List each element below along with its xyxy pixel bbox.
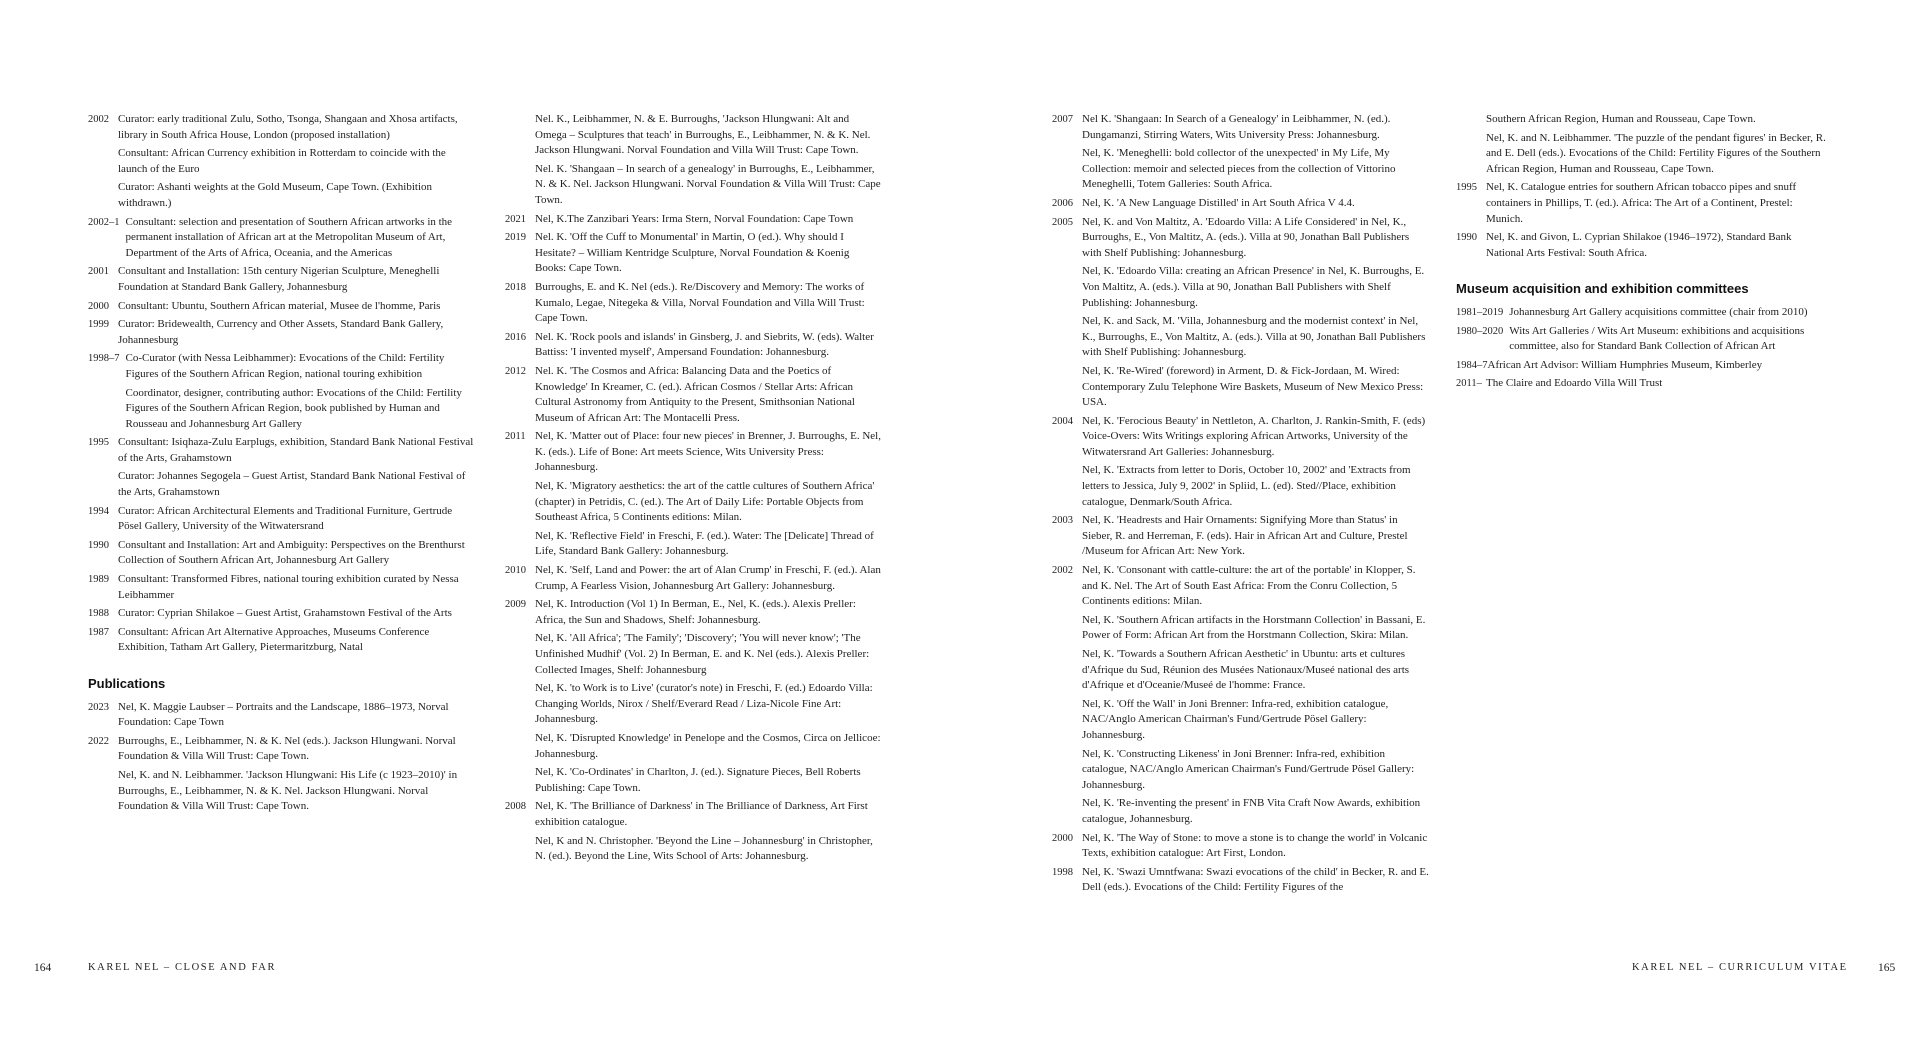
continuation-text: Nel, K. and N. Leibhammer. 'The puzzle of the pendant figures' in Becker, R. and E. Dell (eds.). Evocations of the Child: Fertility Figures of the Southern African Region, Human and Rousseau, Cape Town.: [1486, 131, 1826, 175]
entry-text: Nel, K. 'Co-Ordinates' in Charlton, J. (ed.). Signature Pieces, Bell Roberts Publishing: Cape Town.: [535, 766, 861, 794]
cv-entry: [505, 230, 883, 277]
cv-entry: [88, 112, 474, 212]
entry-year: 1998–7: [88, 353, 120, 365]
cv-entry: [505, 429, 883, 560]
cv-entry: [1052, 215, 1430, 411]
publication-list-2: [505, 212, 883, 865]
cv-entry: [88, 504, 474, 535]
cv-entry: [505, 563, 883, 594]
entry-year: 2008: [505, 801, 526, 813]
page-number-right: 165: [1878, 962, 1896, 974]
cv-entry: [505, 364, 883, 426]
cv-entry: [1052, 513, 1430, 560]
entry-text: Nel, K. 'Meneghelli: bold collector of the unexpected' in My Life, My Collection: memoir and selected pieces from the collection of Vittorino Meneghelli, Totem Galleries: South Africa.: [1082, 147, 1396, 191]
entry-year: 2000: [1052, 832, 1073, 844]
entry-text: Nel, K. 'A New Language Distilled' in Art South Africa V 4.4.: [1082, 196, 1355, 209]
continuation-list: [505, 112, 883, 209]
entry-text: Nel, K. and N. Leibhammer. 'Jackson Hlungwani: His Life (c 1923–2010)' in Burroughs, E., Leibhammer, N. & K. Nel. Jackson Hlungwani. Norval Foundation & Villa Will Trust: Cape Town.: [118, 768, 458, 813]
continuation-text: Nel. K., Leibhammer, N. & E. Burroughs, 'Jackson Hlungwani: Alt and Omega – Sculptures that teach' in Burroughs, E., Leibhammer, N. & K. Nel. Jackson Hlungwani. Norval Foundation and Villa Will Trust: Cape Town.: [535, 113, 871, 157]
cv-entry: [505, 597, 883, 796]
entry-text: Nel, K. 'Re-Wired' (foreword) in Arment, D. & Fick-Jordaan, M. Wired: Contemporary Zulu Telephone Wire Baskets, Museum of New Mexico Press: USA.: [1082, 364, 1424, 409]
entry-text: Nel, K. 'Extracts from letter to Doris, October 10, 2002' and 'Extracts from letters to Jessica, July 9, 2002' in Spliid, L. (ed). Sted//Place, exhibition catalogue, Denmark/South Africa.: [1082, 464, 1411, 508]
cv-entry: [88, 606, 474, 622]
entry-year: 2016: [505, 331, 526, 343]
entry-text: Nel, K. 'Disrupted Knowledge' in Penelope and the Cosmos, Circa on Jellicoe: Johannesburg.: [535, 731, 881, 760]
cv-entry: [1052, 563, 1430, 828]
publication-list-3: [1052, 112, 1430, 896]
entry-year: 1998: [1052, 866, 1073, 878]
running-head-right: KAREL NEL – CURRICULUM VITAE: [1632, 962, 1848, 973]
entry-year: 1980–2020: [1456, 325, 1504, 337]
running-head-left: KAREL NEL – CLOSE AND FAR: [88, 962, 277, 973]
entry-text: Nel, K. 'The Brilliance of Darkness' in The Brilliance of Darkness, Art First exhibition catalogue.: [535, 800, 868, 828]
entry-text: Nel, K.The Zanzibari Years: Irma Stern, Norval Foundation: Cape Town: [535, 212, 854, 225]
cv-entry: [1052, 831, 1430, 862]
entry-text: Curator: African Architectural Elements and Traditional Furniture, Gertrude Pösel Gallery, University of the Witwatersrand: [118, 504, 453, 533]
continuation-text: Southern African Region, Human and Rousseau, Cape Town.: [1486, 113, 1756, 125]
cv-entry: [1456, 376, 1832, 392]
entry-year: 2005: [1052, 216, 1073, 228]
cv-entry: [88, 317, 474, 348]
entry-year: 2002: [1052, 565, 1073, 577]
entry-text: Johannesburg Art Gallery acquisitions committee (chair from 2010): [1509, 305, 1808, 318]
cv-entry: [505, 799, 883, 864]
entry-year: 2012: [505, 365, 526, 377]
cv-entry: [88, 215, 474, 262]
entry-year: 1999: [88, 319, 109, 331]
cv-entry: [1456, 180, 1832, 227]
entry-text: Nel, K. 'Migratory aesthetics: the art of the cattle cultures of Southern Africa' (chapter) in Petridis, C. (ed.). The Art of Daily Life: Portable Objects from Southeast Africa, 5 Continents editions: Milan.: [535, 480, 875, 524]
cv-entry: [1052, 196, 1430, 212]
entry-text: Consultant: Ubuntu, Southern African material, Musee de l'homme, Paris: [118, 299, 441, 312]
entry-text: Nel, K. 'Swazi Umntfwana: Swazi evocations of the child' in Becker, R. and E. Dell (eds.). Evocations of the Child: Fertility Figures of the: [1082, 865, 1429, 894]
cv-entry: [1052, 112, 1430, 193]
cv-entry: [88, 734, 474, 815]
cv-entry: [1456, 230, 1832, 261]
entry-text: Nel, K. 'Reflective Field' in Freschi, F. (ed.). Water: The [Delicate] Thread of Life, Standard Bank Gallery: Johannesburg.: [535, 529, 874, 558]
entry-text: Nel, K and N. Christopher. 'Beyond the Line – Johannesburg' in Christopher, N. (ed.). Beyond the Line, Wits School of Arts: Johannesburg.: [535, 834, 873, 863]
cv-entry: [505, 212, 883, 228]
entry-text: Consultant: African Currency exhibition in Rotterdam to coincide with the launch of the Euro: [118, 147, 446, 175]
page-number-left: 164: [34, 962, 52, 974]
entry-year: 2021: [505, 213, 526, 225]
entry-text: Curator: Johannes Segogela – Guest Artist, Standard Bank National Festival of the Arts, Grahamstown: [118, 470, 466, 499]
entry-text: Nel, K. and Von Maltitz, A. 'Edoardo Villa: A Life Considered' in Nel, K., Burroughs, E., Von Maltitz, A. (eds.). Villa at 90, Jonathan Ball Publishers with Shelf Publishing: Johannesburg.: [1082, 215, 1410, 259]
entry-text: Wits Art Galleries / Wits Art Museum: exhibitions and acquisitions committee, also for Standard Bank Collection of African Art: [1509, 324, 1805, 353]
cv-entry: [88, 351, 474, 432]
entry-text: Burroughs, E. and K. Nel (eds.). Re/Discovery and Memory: The works of Kumalo, Legae, Nitegeka & Villa, Norval Foundation and Villa Will Trust: Cape Town.: [535, 280, 865, 325]
entry-year: 2003: [1052, 515, 1073, 527]
entry-year: 2011–: [1456, 378, 1482, 390]
entry-year: 2018: [505, 281, 526, 293]
entry-text: Nel, K. 'Off the Wall' in Joni Brenner: Infra-red, exhibition catalogue, NAC/Anglo American Chairman's Fund/Gertrude Pösel Gallery: Johannesburg.: [1082, 697, 1389, 741]
entry-text: Nel, K. 'Re-inventing the present' in FNB Vita Craft Now Awards, exhibition catalogue, Johannesburg.: [1082, 797, 1421, 825]
entry-text: Curator: early traditional Zulu, Sotho, Tsonga, Shangaan and Xhosa artifacts, library in South Africa House, London (proposed installation): [118, 113, 458, 141]
entry-year: 2001: [88, 266, 109, 278]
entry-text: Nel, K. 'Edoardo Villa: creating an African Presence' in Nel, K. Burroughs, E. Von Maltitz, A. (eds.). Villa at 90, Jonathan Ball Publishers with Shelf Publishing: Johannesburg.: [1082, 265, 1425, 309]
publications-heading: Publications: [88, 676, 166, 691]
cv-entry: [1456, 358, 1832, 374]
cv-entry: [505, 330, 883, 361]
entry-text: Nel, K. 'Towards a Southern African Aesthetic' in Ubuntu: arts et cultures d'Afrique du Sud, Réunion des Musées Nationaux/Museé national des arts d'Afrique et d'Oceanie/Museé de l'homme: France.: [1082, 648, 1410, 692]
committees-heading: Museum acquisition and exhibition committees: [1456, 281, 1749, 297]
entry-year: 2010: [505, 565, 526, 577]
entry-text: Nel, K. 'Consonant with cattle-culture: the art of the portable' in Klopper, S. and K. Nel. The Art of South East Africa: From the Conru Collection, 5 Continents editions: Milan.: [1082, 564, 1416, 608]
entry-text: Nel, K. 'Self, Land and Power: the art of Alan Crump' in Freschi, F. (ed.). Alan Crump, A Fearless Vision, Johannesburg Art Gallery: Johannesburg.: [535, 564, 881, 592]
entry-year: 2023: [88, 701, 109, 713]
entry-year: 1984–7: [1456, 359, 1488, 371]
entry-text: Consultant: selection and presentation of Southern African artworks in the permanent installation of African art at the Metropolitan Museum of Art, Department of the Arts of Africa, Oceania, and the Americas: [125, 215, 453, 259]
publication-list: [88, 700, 474, 815]
entry-text: Nel, K. 'Southern African artifacts in the Horstmann Collection' in Bassani, E. Power of Form: African Art from the Horstmann Collection, Skira: Milan.: [1082, 613, 1426, 642]
right-column-1: [1052, 112, 1430, 899]
entry-year: 1995: [88, 437, 109, 449]
entry-text: Coordinator, designer, contributing author: Evocations of the Child: Fertility Figures of the Southern African Region, book published by Human and Rousseau and Johannesburg Art Gallery: [125, 386, 462, 430]
entry-text: Curator: Ashanti weights at the Gold Museum, Cape Town. (Exhibition withdrawn.): [118, 181, 433, 209]
committee-list: [1456, 305, 1832, 392]
entry-year: 2007: [1052, 114, 1073, 125]
entry-text: Nel, K. Introduction (Vol 1) In Berman, E., Nel, K. (eds.). Alexis Preller: Africa, the Sun and Shadows, Shelf: Johannesburg.: [535, 598, 856, 626]
cv-entry: [88, 700, 474, 731]
entry-text: Consultant: Isiqhaza-Zulu Earplugs, exhibition, Standard Bank National Festival of the Arts, Grahamstown: [118, 436, 474, 464]
entry-text: Co-Curator (with Nessa Leibhammer): Evocations of the Child: Fertility Figures of the Southern African Region, national touring exhibition: [125, 352, 445, 380]
entry-text: Nel. K. 'The Cosmos and Africa: Balancing Data and the Poetics of Knowledge' In Kreamer, C. (ed.). African Cosmos / Stellar Arts: African Cultural Astronomy from Antiquity to the Present, Smithsonian National Museum of African Art: The Montacelli Press.: [535, 364, 855, 424]
publication-list-4: [1456, 180, 1832, 261]
entry-year: 2004: [1052, 415, 1073, 427]
left-column-2: [505, 112, 883, 868]
entry-year: 1990: [1456, 232, 1477, 244]
cv-entry: [1456, 324, 1832, 355]
entry-text: Nel, K. 'Matter out of Place: four new pieces' in Brenner, J. Burroughs, E. Nel, K. (eds.). Life of Bone: Art meets Science, Wits University Press: Johannesburg.: [535, 430, 881, 474]
entry-text: Nel, K. 'Ferocious Beauty' in Nettleton, A. Charlton, J. Rankin-Smith, F. (eds) Voice-Overs: Wits Writings exploring African Artworks, University of the Witwatersrand Art Galleries: Johannesburg.: [1082, 414, 1426, 458]
entry-text: The Claire and Edoardo Villa Will Trust: [1486, 377, 1663, 390]
continuation-list-right: [1456, 112, 1832, 177]
continuation-text: Nel. K. 'Shangaan – In search of a genealogy' in Burroughs, E., Leibhammer, N. & K. Nel. Jackson Hlungwani. Norval Foundation & Villa Will Trust: Cape Town.: [535, 162, 881, 206]
cv-entry: [1052, 865, 1430, 896]
entry-year: 1987: [88, 626, 109, 638]
cv-entry: [505, 280, 883, 327]
entry-text: African Art Advisor: William Humphries Museum, Kimberley: [1487, 358, 1763, 371]
cv-entry: [88, 625, 474, 656]
cv-entry: [1456, 305, 1832, 321]
entry-text: Nel, K. and Sack, M. 'Villa, Johannesburg and the modernist context' in Nel, K., Burroughs, E., Von Maltitz, A. (eds.). Villa at 90, Jonathan Ball Publishers with Shelf Publishing: Johannesburg.: [1082, 315, 1426, 359]
entry-text: Consultant and Installation: 15th century Nigerian Sculpture, Meneghelli Foundation at Standard Bank Gallery, Johannesburg: [118, 265, 440, 293]
entry-year: 1995: [1456, 182, 1477, 194]
cv-entry: [88, 299, 474, 315]
entry-text: Curator: Cyprian Shilakoe – Guest Artist, Grahamstown Festival of the Arts: [118, 607, 452, 620]
entry-text: Curator: Bridewealth, Currency and Other Assets, Standard Bank Gallery, Johannesburg: [118, 318, 444, 346]
entry-year: 2009: [505, 599, 526, 611]
entry-year: 2006: [1052, 197, 1073, 209]
entry-text: Consultant and Installation: Art and Ambiguity: Perspectives on the Brenthurst Collection of Southern African Art, Johannesburg Art Gallery: [118, 538, 465, 567]
cv-entry: [88, 538, 474, 569]
entry-year: 2002: [88, 114, 109, 125]
entry-text: Nel, K. 'Headrests and Hair Ornaments: Signifying More than Status' in Sieber, R. and Herreman, F. (eds). Hair in African Art and Culture, Prestel /Museum for African Art: New York.: [1082, 514, 1408, 558]
exhibition-list: [88, 112, 474, 656]
entry-year: 1981–2019: [1456, 306, 1504, 318]
entry-text: Consultant: Transformed Fibres, national touring exhibition curated by Nessa Leibhammer: [118, 573, 459, 601]
entry-text: Nel K. 'Shangaan: In Search of a Genealogy' in Leibhammer, N. (ed.). Dungamanzi, Stirring Waters, Wits University Press: Johannesburg.: [1082, 113, 1391, 141]
entry-text: Nel, K. Catalogue entries for southern African tobacco pipes and snuff containers in Phillips, T. (ed.). Africa: The Art of a Continent, Prestel: Munich.: [1486, 181, 1797, 225]
cv-entry: [88, 435, 474, 500]
entry-year: 2022: [88, 735, 109, 747]
entry-text: Nel, K. 'All Africa'; 'The Family'; 'Discovery'; 'You will never know'; 'The Unfinished Mudhif' (Vol. 2) In Berman, E. and K. Nel (eds.). Alexis Preller: Collected Images, Shelf: Johannesburg: [535, 632, 870, 676]
entry-year: 2011: [505, 431, 526, 443]
entry-year: 1990: [88, 539, 109, 551]
entry-text: Burroughs, E., Leibhammer, N. & K. Nel (eds.). Jackson Hlungwani. Norval Foundation & Villa Will Trust: Cape Town.: [118, 734, 456, 763]
entry-year: 1988: [88, 608, 109, 620]
entry-year: 2019: [505, 232, 526, 244]
cv-entry: [88, 572, 474, 603]
entry-text: Consultant: African Art Alternative Approaches, Museums Conference Exhibition, Tatham Art Gallery, Pietermaritzburg, Natal: [118, 625, 430, 654]
entry-text: Nel, K. 'The Way of Stone: to move a stone is to change the world' in Volcanic Texts, exhibition catalogue: Art First, London.: [1082, 831, 1428, 860]
left-column-1: [88, 112, 474, 818]
entry-text: Nel. K. 'Rock pools and islands' in Ginsberg, J. and Siebrits, W. (eds). Walter Battiss: 'I invented myself', Ampersand Foundation: Johannesburg.: [535, 330, 874, 359]
right-column-2: [1456, 112, 1832, 395]
entry-text: Nel, K. Maggie Laubser – Portraits and the Landscape, 1886–1973, Norval Foundation: Cape Town: [118, 700, 449, 729]
cv-entry: [1052, 414, 1430, 511]
entry-text: Nel, K. 'Constructing Likeness' in Joni Brenner: Infra-red, exhibition catalogue, NAC/Anglo American Chairman's Fund/Gertrude Pösel Gallery: Johannesburg.: [1082, 747, 1415, 791]
entry-year: 1994: [88, 505, 109, 517]
entry-text: Nel, K. 'to Work is to Live' (curator's note) in Freschi, F. (ed.) Edoardo Villa: Changing Worlds, Nirox / Shelf/Everard Read / Liza-Nicole Fine Art: Johannesburg.: [535, 682, 873, 726]
entry-year: 1989: [88, 574, 109, 586]
cv-entry: [88, 264, 474, 295]
entry-text: Nel, K. and Givon, L. Cyprian Shilakoe (1946–1972), Standard Bank National Arts Festival: South Africa.: [1486, 231, 1792, 259]
entry-text: Nel. K. 'Off the Cuff to Monumental' in Martin, O (ed.). Why should I Hesitate? – William Kentridge Sculpture, Norval Foundation & Koenig Books: Cape Town.: [535, 231, 850, 275]
entry-year: 2002–1: [88, 216, 120, 228]
entry-year: 2000: [88, 300, 109, 312]
